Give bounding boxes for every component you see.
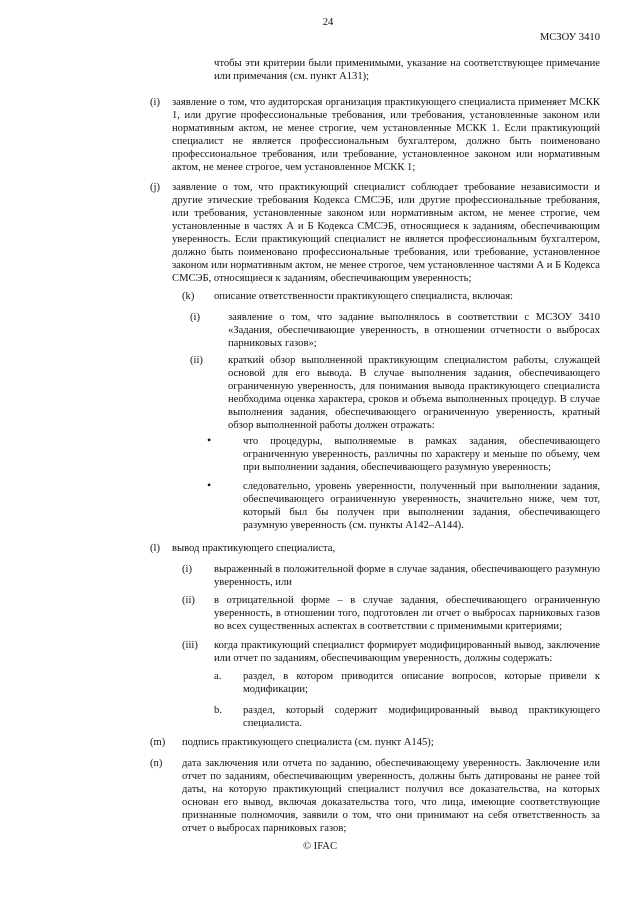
item-i-marker: (i) — [150, 97, 160, 108]
intro-paragraph: чтобы эти критерии были применимыми, указание на соответствующее примечание или примечания (см. пункт A131); — [214, 58, 600, 82]
item-k-ii-text: краткий обзор выполненной практикующим специалистом работы, служащей основой для его вывода. В случае выполнения задания, обеспечивающего ограниченную уверенность, для понимания вывода практикующего специалиста необходима оценка характера, сроков и объема выполненных процедур. В случае выполнения задания, обеспечивающего ограниченную уверенность, кратный обзор выполненной работы должен отражать: — [228, 355, 600, 431]
bullet-item-2: следовательно, уровень уверенности, полученный при выполнении задания, обеспечивающего ограниченную уверенность, значительно ниже, чем тот, который был бы получен при выполнении задания, обеспечивающего разумную уверенность (см. пункты A142–A144). — [243, 481, 600, 531]
item-k-ii-marker: (ii) — [190, 355, 203, 366]
bullet-icon: • — [207, 433, 212, 447]
item-l-ii-text: в отрицательной форме – в случае задания, обеспечивающего ограниченную уверенность, в отношении того, подготовлен ли отчет о выбросах парниковых газов во всех существенных аспектах в соответствии с применимыми критериями; — [214, 595, 600, 632]
sub-item-a-marker: a. — [214, 671, 222, 682]
sub-item-b-marker: b. — [214, 705, 222, 716]
page-number: 24 — [322, 17, 334, 28]
item-m-text: подпись практикующего специалиста (см. пункт A145); — [182, 737, 434, 748]
item-l-text: вывод практикующего специалиста, — [172, 543, 336, 554]
item-m-marker: (m) — [150, 737, 166, 748]
footer-copyright: © IFAC — [302, 841, 338, 852]
sub-item-a-text: раздел, в котором приводится описание вопросов, которые привели к модификации; — [243, 671, 600, 695]
item-i-text: заявление о том, что аудиторская организация практикующего специалиста применяет МСКК 1, или другие профессиональные требования, или требования, установленные законом или нормативным актом, не менее строгие, чем установленные МСКК 1. Если практикующий специалист не является профессиональным бухгалтером, должно быть поименовано профессиональное требования, или требование, установленное законом или нормативным актом, не менее строгое, чем установленное МСКК 1; — [172, 97, 600, 173]
bullet-icon: • — [207, 478, 212, 492]
item-k-text: описание ответственности практикующего специалиста, включая: — [214, 291, 514, 302]
item-n-text: дата заключения или отчета по заданию, обеспечивающему уверенность. Заключение или отчет по заданиям, обеспечивающим уверенность, должны быть датированы не ранее той даты, на которую практикующий специалист получил все доказательства, на которых основан его вывод, включая доказательства того, что лица, имеющие соответствующие признанные полномочия, заявили о том, что они принимают на себя ответственность за отчет о выбросах парниковых газов; — [182, 758, 600, 834]
bullet-item-1: что процедуры, выполняемые в рамках задания, обеспечивающего ограниченную уверенность, различны по характеру и меньше по объему, чем при выполнении задания, обеспечивающего разумную уверенность; — [243, 436, 600, 473]
item-l-iii-marker: (iii) — [182, 640, 198, 651]
item-n-marker: (n) — [150, 758, 163, 769]
item-k-i-marker: (i) — [190, 312, 200, 323]
item-k-i-text: заявление о том, что задание выполнялось в соответствии с МСЗОУ 3410 «Задания, обеспечивающие уверенность, в отношении отчетности о выбросах парниковых газов»; — [228, 312, 600, 349]
document-code: МСЗОУ 3410 — [539, 32, 600, 43]
sub-item-b-text: раздел, который содержит модифицированный вывод практикующего специалиста. — [243, 705, 600, 729]
item-l-i-text: выраженный в положительной форме в случае задания, обеспечивающего разумную уверенность, или — [214, 564, 600, 588]
item-j-text: заявление о том, что практикующий специалист соблюдает требование независимости и другие этические требования Кодекса СМСЭБ, или другие профессиональные требования, или требования, установленные законом или нормативным актом, не менее строгие, чем установленные в частях А и Б Кодекса СМСЭБ, относящиеся к заданиям, обеспечивающим уверенность. Если практикующий специалист не является профессиональным бухгалтером, должно быть поименовано профессиональные требования, или требование, установленное законом или нормативным актом, не менее строгое, чем установленное частями А и Б Кодекса СМСЭБ, относящиеся к заданиям, обеспечивающим уверенность; — [172, 182, 600, 284]
item-l-iii-text: когда практикующий специалист формирует модифицированный вывод, заключение или отчет по заданиям, обеспечивающим уверенность, должны содержать: — [214, 640, 600, 664]
item-l-ii-marker: (ii) — [182, 595, 195, 606]
item-j-marker: (j) — [150, 182, 160, 193]
item-k-marker: (k) — [182, 291, 195, 302]
item-l-i-marker: (i) — [182, 564, 192, 575]
item-l-marker: (l) — [150, 543, 160, 554]
